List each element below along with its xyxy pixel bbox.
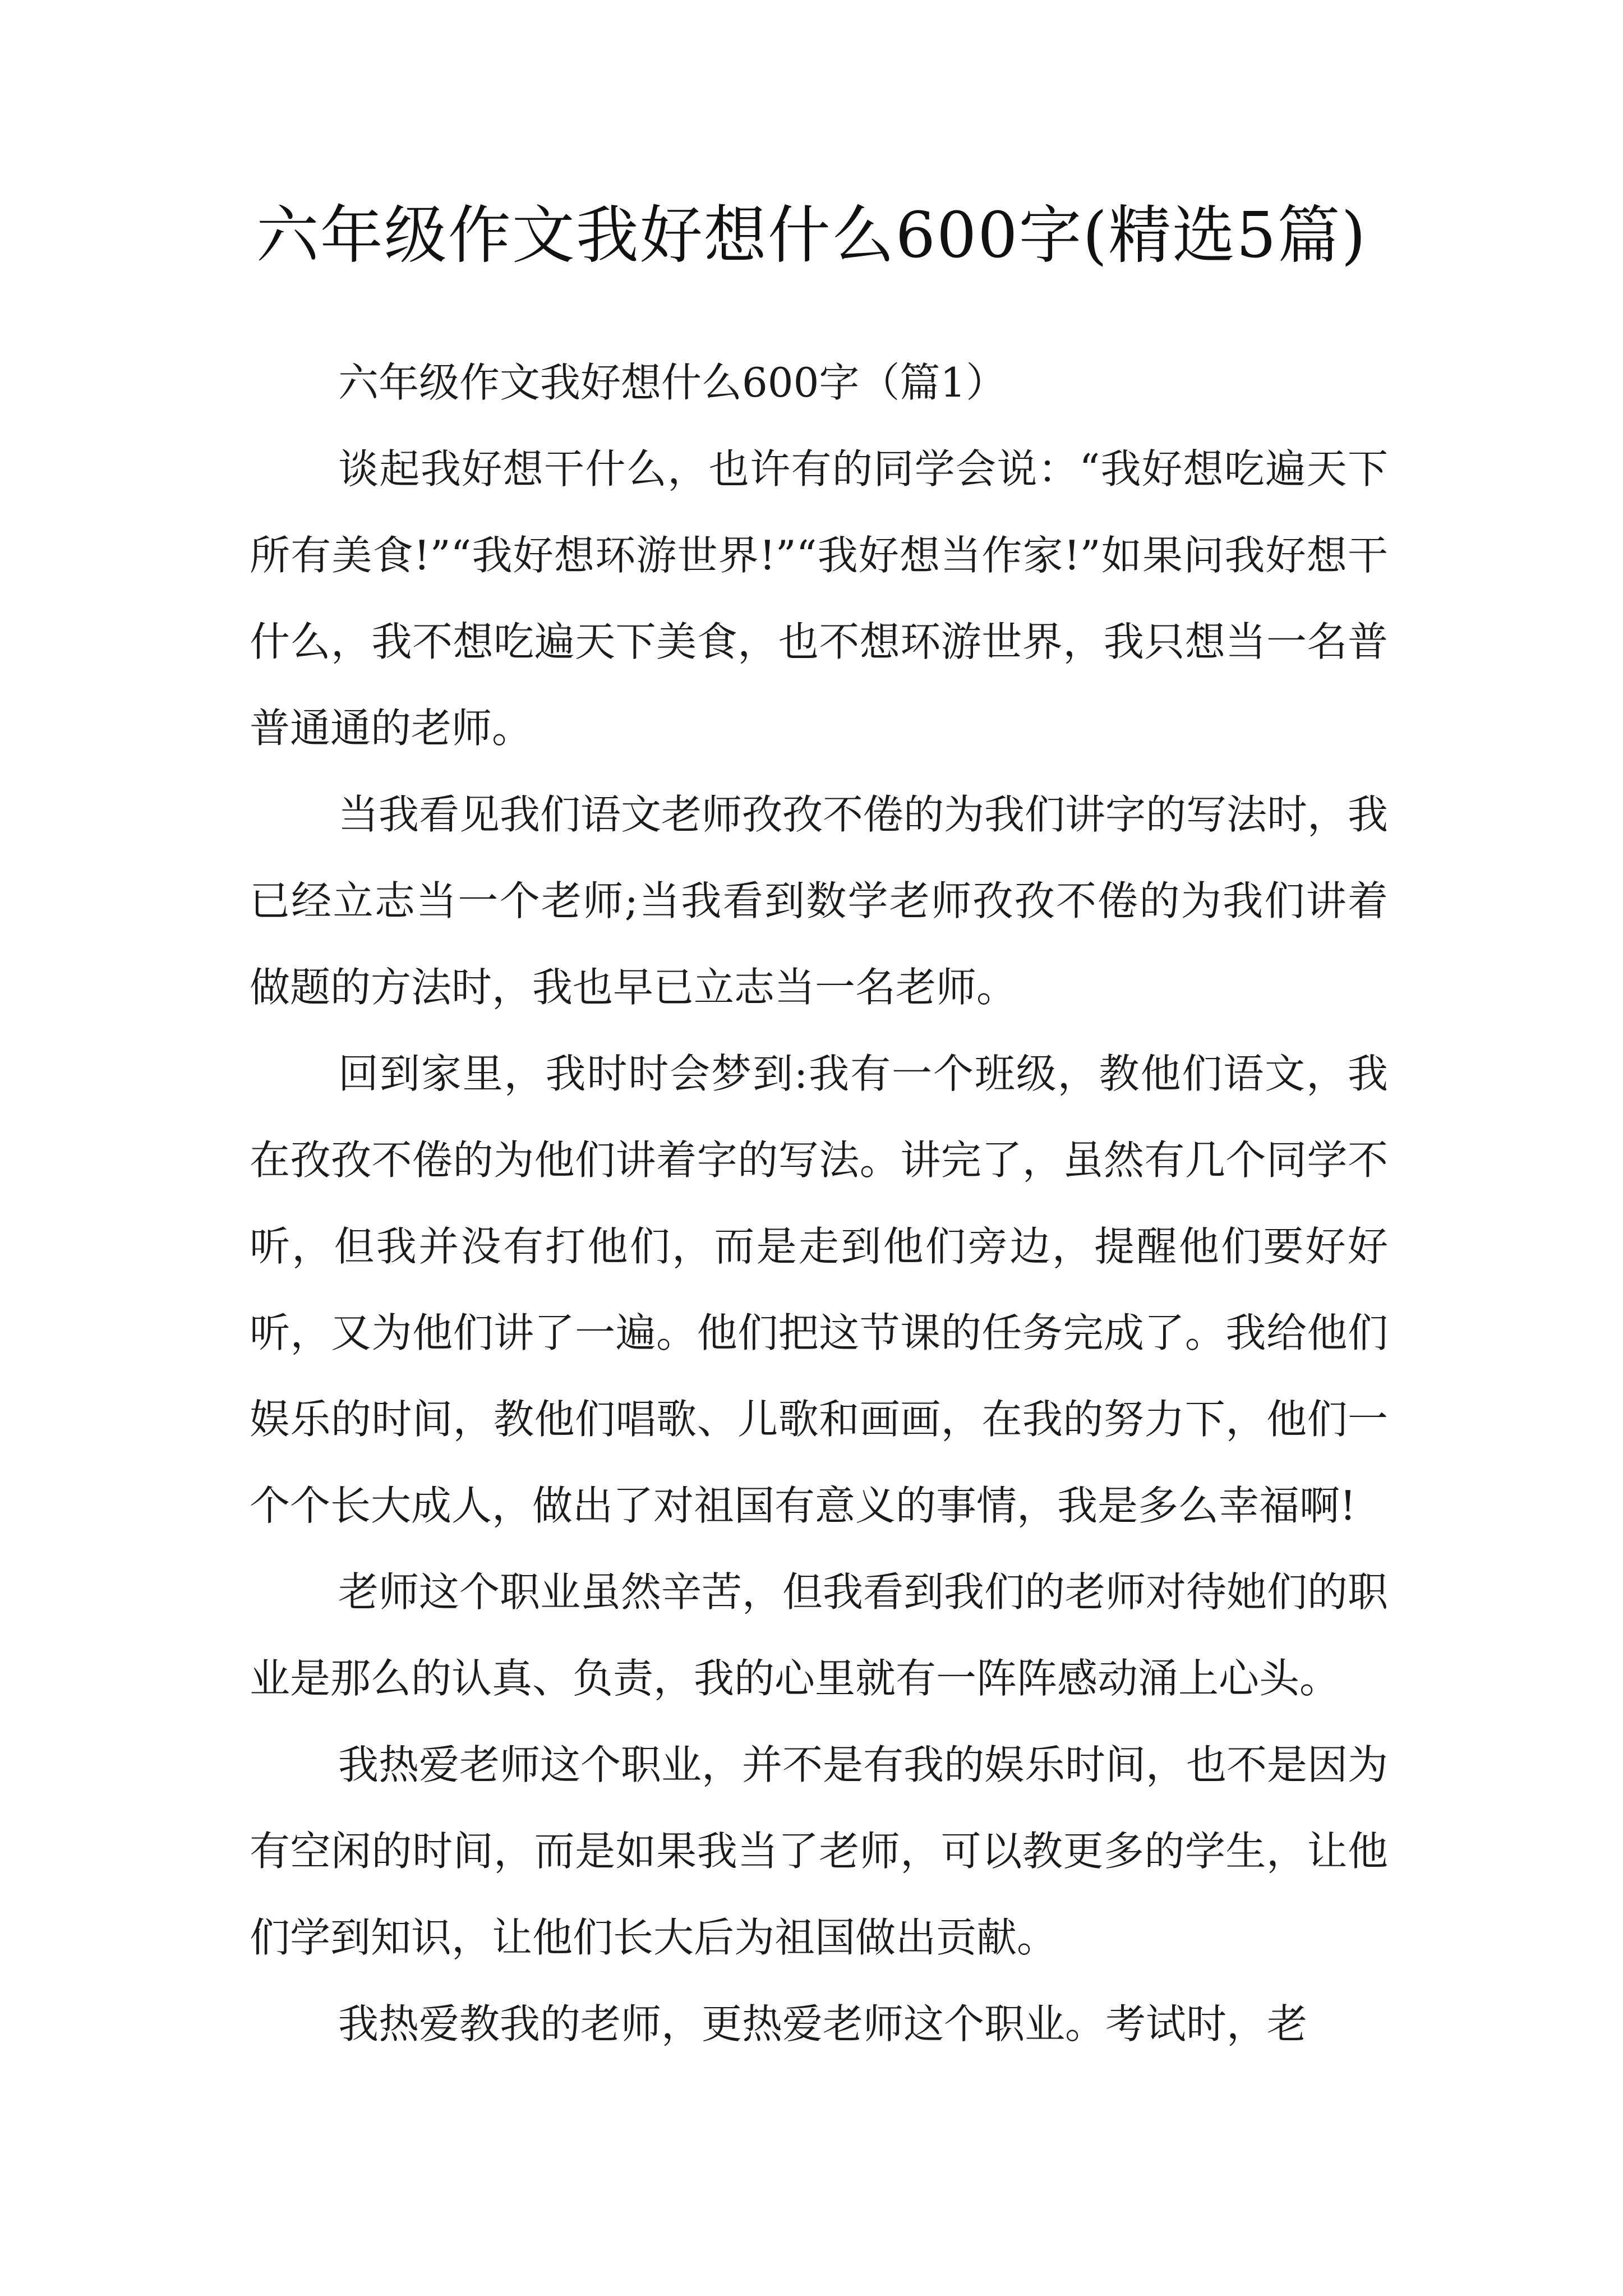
paragraph: 回到家里，我时时会梦到:我有一个班级，教他们语文，我在孜孜不倦的为他们讲着字的写法。讲完了，虽然有几个同学不听，但我并没有打他们，而是走到他们旁边，提醒他们要好好听，又为他们讲了一遍。他们把这节课的任务完成了。我给他们娱乐的时间，教他们唱歌、儿歌和画画，在我的努力下，他们一个个长大成人，做出了对祖国有意义的事情，我是多么幸福啊! [250, 1050, 1388, 1529]
paragraph: 我热爱老师这个职业，并不是有我的娱乐时间，也不是因为有空闲的时间，而是如果我当了老师，可以教更多的学生，让他们学到知识，让他们长大后为祖国做出贡献。 [250, 1741, 1389, 1961]
document-title: 六年级作文我好想什么600字(精选5篇) [256, 199, 1367, 272]
document-body [250, 339, 1388, 2067]
paragraph: 谈起我好想干什么，也许有的同学会说：“我好想吃遍天下所有美食!”“我好想环游世界!”“我好想当作家!”如果问我好想干什么，我不想吃遍天下美食，也不想环游世界，我只想当一名普普通通的老师。 [250, 445, 1388, 752]
paragraph: 老师这个职业虽然辛苦，但我看到我们的老师对待她们的职业是那么的认真、负责，我的心里就有一阵阵感动涌上心头。 [250, 1568, 1389, 1702]
paragraph: 当我看见我们语文老师孜孜不倦的为我们讲字的写法时，我已经立志当一个老师;当我看到数学老师孜孜不倦的为我们讲着做题的方法时，我也早已立志当一名老师。 [250, 791, 1389, 1011]
paragraph: 我热爱教我的老师，更热爱老师这个职业。考试时，老 [338, 2000, 1308, 2047]
section-heading: 六年级作文我好想什么600字（篇1） [338, 359, 1007, 406]
